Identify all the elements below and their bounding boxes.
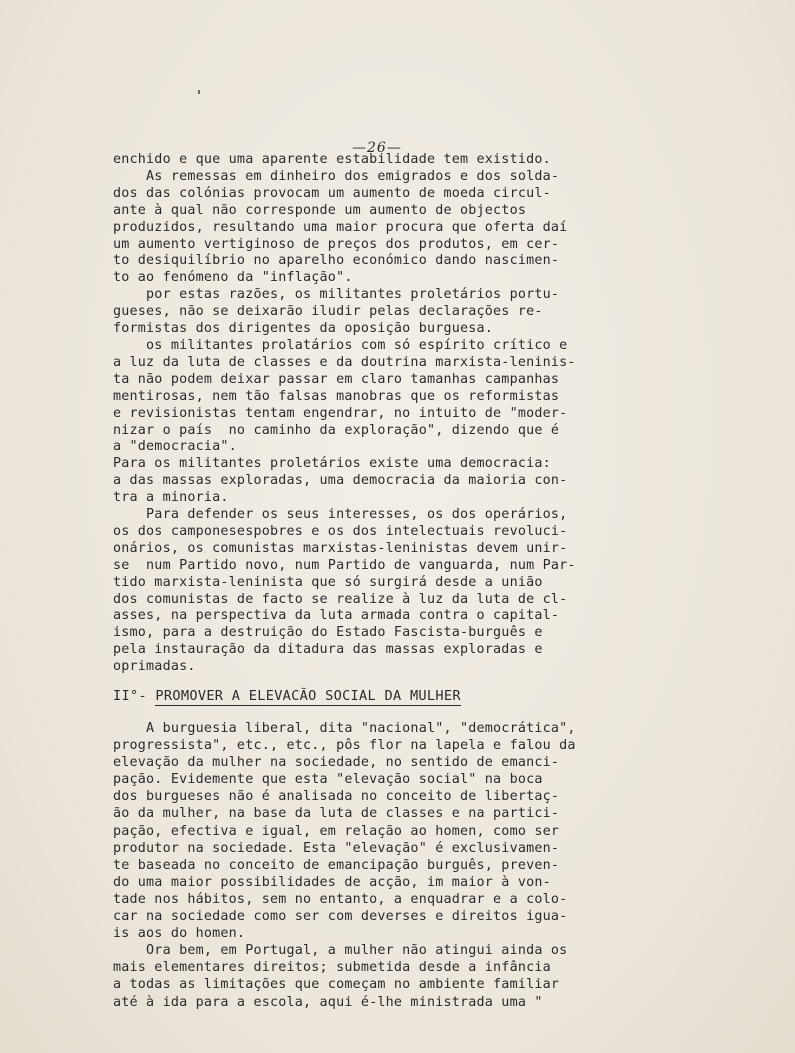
section-1-text — [113, 152, 683, 676]
text-line: a das massas exploradas, uma democracia da maioria con- — [113, 473, 568, 489]
text-line: mais elementares direitos; submetida desde a infância — [113, 960, 551, 976]
text-line: enchido e que uma aparente estabilidade tem existido. — [113, 152, 551, 167]
text-line: A burguesia liberal, dita "nacional", "democrática", — [113, 721, 576, 736]
text-line: a "democracia". — [113, 439, 237, 455]
text-line: Ora bem, em Portugal, a mulher não atingui ainda os — [113, 943, 568, 959]
text-line: pação, efectiva e igual, em relação ao homen, como ser — [113, 823, 560, 839]
text-line: Para os militantes proletários existe uma democracia: — [113, 456, 551, 472]
text-line: os militantes prolatários com só espírito crítico e — [113, 337, 568, 353]
text-line: pação. Evidemente que esta "elevação social" na boca — [113, 772, 543, 788]
section-2-number: II°- — [113, 688, 156, 704]
text-line: oprimadas. — [113, 659, 196, 675]
text-line: formistas dos dirigentes da oposição burguesa. — [113, 321, 494, 337]
text-line: dos das colónias provocam um aumento de moeda circul- — [113, 185, 551, 201]
text-line: e revisionistas tentam engendrar, no intuito de "moder- — [113, 405, 568, 421]
text-line: a todas as limitações que começam no ambiente familiar — [113, 977, 560, 993]
text-line: até à ida para a escola, aqui é-lhe ministrada uma " — [113, 994, 543, 1010]
text-line: ta não podem deixar passar em claro tamanhas campanhas — [113, 371, 560, 387]
text-line: ante à qual não corresponde um aumento de objectos — [113, 202, 527, 218]
text-line: um aumento vertiginoso de preços dos produtos, em cer- — [113, 236, 560, 252]
text-line: pela instauração da ditadura das massas exploradas e — [113, 642, 543, 658]
text-line: Para defender os seus interesses, os dos operários, — [113, 507, 568, 523]
section-2-text — [113, 720, 683, 1011]
text-line: os dos camponesespobres e os dos intelectuais revoluci- — [113, 523, 568, 539]
text-line: produtor na sociedade. Esta "elevação" é exclusivamen- — [113, 840, 560, 856]
page-number: —26— — [352, 140, 402, 156]
section-2-heading — [113, 688, 461, 704]
text-line: onários, os comunistas marxistas-leninistas devem unir- — [113, 540, 568, 556]
text-line: a luz da luta de classes e da doutrina marxista-leninis- — [113, 354, 576, 370]
text-line: is aos do homen. — [113, 926, 246, 942]
text-line: tra a minoria. — [113, 490, 229, 506]
text-line: to desiquilíbrio no aparelho económico dando nascimen- — [113, 253, 560, 269]
text-line: por estas razões, os militantes proletários portu- — [113, 287, 560, 303]
text-line: produzidos, resultando uma maior procura que oferta daí — [113, 219, 568, 235]
text-line: tade nos hábitos, sem no entanto, a enquadrar e a colo- — [113, 891, 568, 907]
section-2-title: PROMOVER A ELEVACÃO SOCIAL DA MULHER — [155, 688, 461, 704]
text-line: dos comunistas de facto se realize à luz da luta de cl- — [113, 591, 568, 607]
text-line: elevação da mulher na sociedade, no sentido de emanci- — [113, 755, 560, 771]
text-line: asses, na perspectiva da luta armada contra o capital- — [113, 608, 560, 624]
stray-mark — [198, 90, 200, 94]
text-line: do uma maior possibilidades de acção, im maior à von- — [113, 874, 551, 890]
text-line: gueses, não se deixarão iludir pelas declarações re- — [113, 304, 543, 320]
text-line: nizar o país no caminho da exploração", dizendo que é — [113, 422, 560, 438]
text-line: car na sociedade como ser com deverses e direitos igua- — [113, 909, 568, 925]
text-line: to ao fenómeno da "inflação". — [113, 270, 353, 286]
text-line: te baseada no conceito de emancipação burguês, preven- — [113, 857, 560, 873]
text-line: mentirosas, nem tão falsas manobras que os reformistas — [113, 388, 560, 404]
text-line: As remessas em dinheiro dos emigrados e dos solda- — [113, 168, 560, 184]
text-line: tido marxista-leninista que só surgirá desde a união — [113, 574, 543, 590]
text-line: dos burgueses não é analisada no conceito de libertaç- — [113, 789, 560, 805]
text-line: ismo, para a destruição do Estado Fascista-burguês e — [113, 625, 543, 641]
text-line: se num Partido novo, num Partido de vanguarda, num Par- — [113, 557, 576, 573]
text-line: progressista", etc., etc., pôs flor na lapela e falou da — [113, 738, 576, 754]
text-line: ão da mulher, na base da luta de classes e na partici- — [113, 806, 560, 822]
